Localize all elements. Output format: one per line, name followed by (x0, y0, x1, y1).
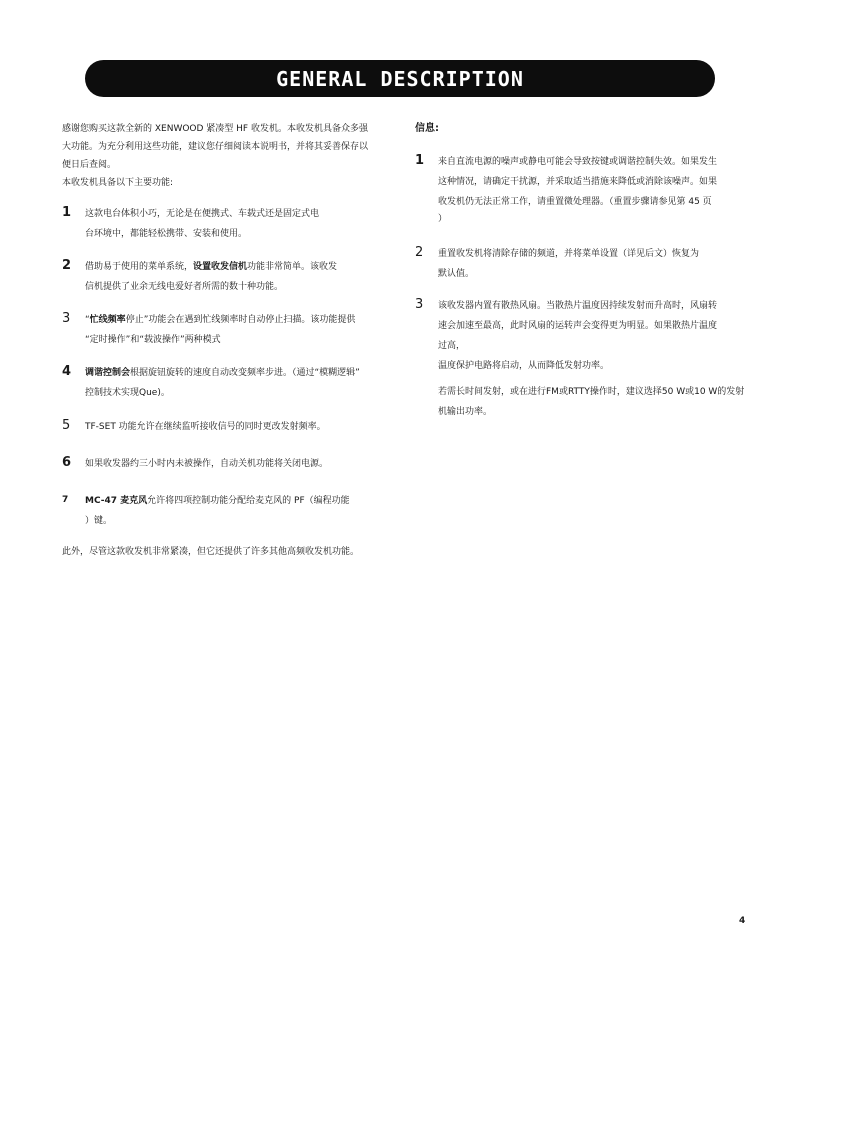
feature-item-7 (62, 491, 382, 531)
info-text: 机输出功率。 (438, 407, 493, 417)
info-text: 该收发器内置有散热风扇。当散热片温度因持续发射而升高时，风扇转 (438, 301, 718, 311)
left-column (62, 120, 382, 561)
feature-number: 7 (62, 495, 69, 505)
info-number: 2 (415, 245, 424, 260)
info-text: 速会加速至最高，此时风扇的运转声会变得更为明显。如果散热片温度 (438, 321, 718, 331)
intro-line: 大功能。为充分利用这些功能，建议您仔细阅读本说明书，并将其妥善保存以 (62, 142, 369, 152)
feature-text: “忙线频率停止”功能会在遇到忙线频率时自动停止扫描。该功能提供 (85, 315, 356, 325)
feature-item-2 (62, 257, 382, 297)
info-text: 温度保护电路将启动，从而降低发射功率。 (438, 361, 610, 371)
info-text: 这种情况，请确定干扰源，并采取适当措施来降低或消除该噪声。如果 (438, 177, 718, 187)
info-item-2 (415, 244, 750, 284)
feature-number: 1 (62, 205, 72, 220)
info-text: 收发机仍无法正常工作，请重置微处理器。（重置步骤请参见第 45 页 (438, 197, 712, 207)
info-number: 3 (415, 297, 424, 312)
page-number: 4 (739, 916, 746, 926)
info-number: 1 (415, 153, 425, 168)
info-item-1 (415, 152, 750, 226)
feature-text: MC-47 麦克风允许将四项控制功能分配给麦克风的 PF（编程功能 (85, 496, 350, 506)
right-column (415, 120, 750, 422)
feature-number: 4 (62, 364, 72, 379)
feature-item-6 (62, 454, 382, 474)
info-text: ） (438, 214, 448, 224)
feature-item-4 (62, 363, 382, 403)
page-title: GENERAL DESCRIPTION (276, 66, 524, 91)
info-text: 过高， (438, 341, 466, 351)
feature-number: 2 (62, 258, 72, 273)
feature-number: 6 (62, 455, 72, 470)
info-text: 若需长时间发射，或在进行FM或RTTY操作时，建议选择50 W或10 W的发射 (438, 387, 745, 397)
feature-text: 控制技术实现Que)。 (85, 388, 170, 398)
feature-text: “定时操作”和“载波操作”两种模式 (85, 335, 221, 345)
feature-item-5 (62, 417, 382, 437)
intro-paragraph (62, 120, 382, 192)
feature-text: 这款电台体积小巧，无论是在便携式、车载式还是固定式电 (85, 209, 320, 219)
info-text: 重置收发机将清除存储的频道，并将菜单设置（详见后文）恢复为 (438, 249, 700, 259)
title-banner (85, 60, 715, 97)
feature-item-3 (62, 310, 382, 350)
info-heading: 信息: (415, 123, 439, 134)
feature-text: 信机提供了业余无线电爱好者所需的数十种功能。 (85, 282, 284, 292)
info-note (415, 382, 750, 422)
info-item-3 (415, 296, 750, 376)
intro-line: 本收发机具备以下主要功能: (62, 178, 174, 188)
intro-line: 便日后查阅。 (62, 160, 117, 170)
feature-text: TF-SET 功能允许在继续监听接收信号的同时更改发射频率。 (85, 422, 326, 432)
feature-number: 5 (62, 418, 71, 433)
info-text: 默认值。 (438, 269, 475, 279)
feature-item-1 (62, 204, 382, 244)
intro-line: 感谢您购买这款全新的 XENWOOD 紧凑型 HF 收发机。本收发机具备众多强 (62, 124, 368, 134)
feature-text: 如果收发器约三小时内未被操作，自动关机功能将关闭电源。 (85, 459, 329, 469)
feature-text: 借助易于使用的菜单系统，设置收发信机功能非常简单。该收发 (85, 262, 338, 272)
feature-text: 台环境中，都能轻松携带、安装和使用。 (85, 229, 248, 239)
feature-number: 3 (62, 311, 71, 326)
feature-text: 调谐控制会根据旋钮旋转的速度自动改变频率步进。（通过“模糊逻辑” (85, 368, 360, 378)
feature-text: ）键。 (85, 516, 113, 526)
closing-paragraph: 此外，尽管这款收发机非常紧凑，但它还提供了许多其他高频收发机功能。 (62, 547, 360, 557)
info-text: 来自直流电源的噪声或静电可能会导致按键或调谐控制失效。如果发生 (438, 157, 718, 167)
